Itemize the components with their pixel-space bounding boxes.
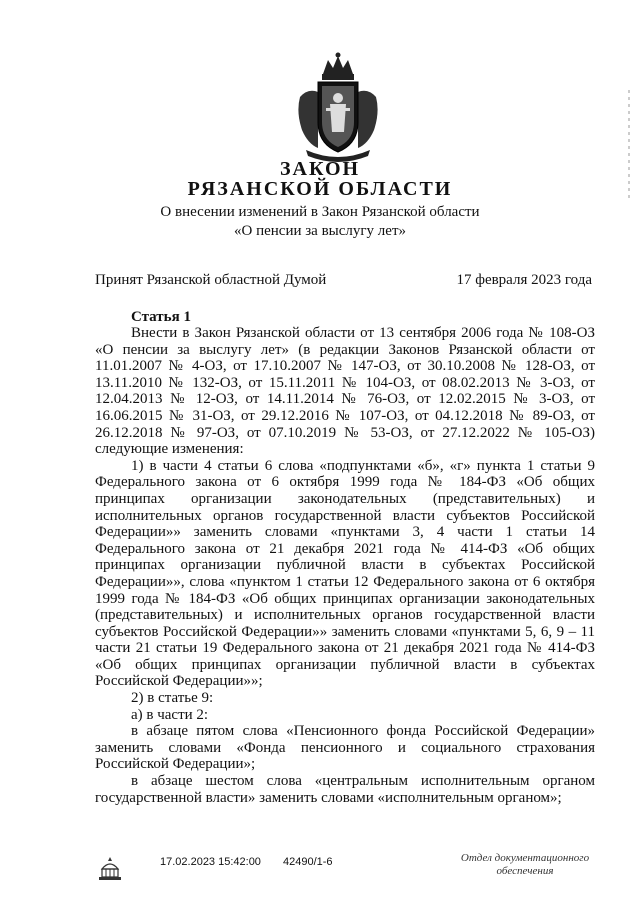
text-line: субъектов Российской Федерации»» заменить словами «пунктами 5, 6, 9 – 11 — [95, 623, 595, 640]
text-line: Федерации»» заменить словами «пунктами 3, 4 части 1 статьи 14 — [95, 524, 595, 541]
text-line: 11.01.2007 № 4-ОЗ, от 17.10.2007 № 147-ОЗ, от 30.10.2008 № 128-ОЗ, от — [95, 358, 595, 375]
text-line: государственной власти» заменить словами «исполнительным органом»; — [95, 789, 562, 806]
adoption-date: 17 февраля 2023 года — [456, 272, 592, 288]
text-line: в абзаце пятом слова «Пенсионного фонда Российской Федерации» — [131, 723, 595, 740]
law-subtitle-line1: О внесении изменений в Закон Рязанской области — [160, 204, 480, 220]
law-subtitle-line2: «О пенсии за выслугу лет» — [234, 223, 406, 239]
text-line: следующие изменения: — [95, 441, 244, 458]
duma-logo-icon — [96, 855, 124, 885]
law-region-title: РЯЗАНСКОЙ ОБЛАСТИ — [187, 178, 453, 200]
article-title: Статья 1 — [131, 309, 191, 325]
text-line: а) в части 2: — [131, 706, 209, 723]
article-body — [95, 325, 595, 806]
text-line: исполнительных органов государственной власти субъектов Российской — [95, 507, 595, 524]
text-line: 2) в статье 9: — [131, 690, 214, 707]
text-line: «О пенсии за выслугу лет» (в редакции Законов Рязанской области от — [95, 341, 595, 358]
text-line: Федерального закона от 21 декабря 2021 года № 414-ФЗ «Об общих — [95, 540, 595, 557]
text-line: 16.06.2015 № 31-ОЗ, от 29.12.2016 № 107-ОЗ, от 04.12.2018 № 89-ОЗ, от — [95, 407, 595, 424]
text-line: 1) в части 4 статьи 6 слова «подпунктами «б», «г» пункта 1 статьи 9 — [131, 457, 595, 474]
text-line: Российской Федерации»»; — [95, 673, 263, 690]
coat-of-arms-emblem — [288, 52, 388, 162]
text-line: заменить словами «Фонда пенсионного и социального страхования — [95, 739, 595, 756]
text-line: части 21 статьи 19 Федерального закона от 21 декабря 2021 года № 414-ФЗ — [95, 640, 595, 657]
footer-timestamp: 17.02.2023 15:42:00 — [160, 856, 261, 868]
scan-side-mark — [626, 90, 632, 200]
footer-doc-number: 42490/1-6 — [283, 856, 333, 868]
text-line: Российской Федерации»; — [95, 756, 256, 773]
text-line: принципах организации законодательных (представительных) и — [95, 490, 595, 507]
stamp-line: обеспечения — [496, 865, 554, 877]
registration-stamp — [445, 852, 605, 878]
stamp-line: Отдел документационного — [460, 852, 590, 864]
text-line: 13.11.2010 № 132-ОЗ, от 15.11.2011 № 104-ОЗ, от 08.02.2013 № 3-ОЗ, от — [95, 374, 595, 391]
text-line: принципах организации публичной власти в субъектах Российской — [95, 557, 595, 574]
text-line: «Об общих принципах организации публичной власти в субъектах — [95, 656, 595, 673]
text-line: 1999 года № 184-ФЗ «Об общих принципах организации законодательных — [95, 590, 595, 607]
text-line: Федерации»», слова «пунктом 1 статьи 12 Федерального закона от 6 октября — [95, 573, 595, 590]
adopted-by: Принят Рязанской областной Думой — [95, 272, 327, 288]
text-line: 12.04.2013 № 12-ОЗ, от 14.11.2014 № 76-ОЗ, от 12.02.2015 № 3-ОЗ, от — [95, 391, 595, 408]
text-line: 26.12.2018 № 97-ОЗ, от 07.10.2019 № 53-ОЗ, от 27.12.2022 № 105-ОЗ) — [95, 424, 595, 441]
law-title: ЗАКОН — [279, 158, 361, 180]
text-line: Внести в Закон Рязанской области от 13 сентября 2006 года № 108-ОЗ — [131, 325, 595, 341]
text-line: Федерального закона от 6 октября 1999 года № 184-ФЗ «Об общих — [95, 474, 595, 491]
text-line: (представительных) и исполнительных органов государственной власти — [95, 607, 595, 624]
text-line: в абзаце шестом слова «центральным исполнительным органом — [131, 773, 595, 790]
